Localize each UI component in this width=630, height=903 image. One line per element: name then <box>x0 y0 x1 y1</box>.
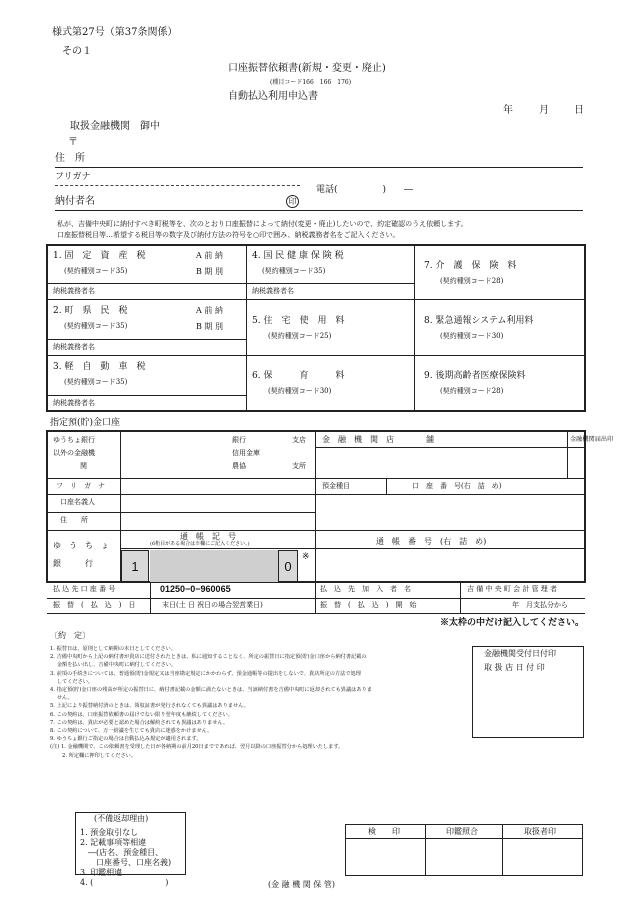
form-sono: その１ <box>62 46 92 57</box>
terms-item: 9. ゆうちょ銀行ご指定の場合は自動払込み規定が適用されます。 <box>50 736 202 743</box>
receipt-stamp-box <box>472 646 584 738</box>
terms-item: 3. 前項の手続きについては、普通預(貯)金規定又は当座勘定規定にかかわらず、預金通帳等の提出をしないで、貴店所定の方法で処理 <box>50 670 361 677</box>
tax2-option-a[interactable]: A 前 納 <box>196 306 223 315</box>
account-title: 指定預(貯)金口座 <box>50 418 121 428</box>
terms-item: (注) 1. 金融機関で、この依頼書を受理した日が各納期の前月20日までであれば、翌月以降の口座振替分から処理いたします。 <box>50 744 344 751</box>
date-month: 月 <box>539 105 549 116</box>
terms-list <box>50 645 372 760</box>
seal-mark: 印 <box>286 195 299 208</box>
form-subtitle: 自動払込利用申込書 <box>228 91 318 102</box>
terms-item: 6. この契約は、口座振替依頼書の届けでない限り翌年度も継続してください。 <box>50 711 233 718</box>
passbook-digit-0: 0 <box>278 550 298 582</box>
tax3-name[interactable]: 3. 軽 自 動 車 税 <box>53 362 146 372</box>
rejection-item: 1. 預金取引なし <box>80 828 139 837</box>
date-year: 年 <box>503 105 513 116</box>
rejection-item: 4. ( ) <box>80 878 169 887</box>
terms-item: 1. 振替日は、原則として納期の末日としてください。 <box>50 646 176 652</box>
holder-label: 口座名義人 <box>60 498 95 506</box>
date-day: 日 <box>574 105 584 116</box>
tax3-payer[interactable]: 納税義務者名 <box>53 399 95 407</box>
form-number: 様式第27号（第37条関係） <box>52 27 178 38</box>
rejection-item: 2. 記載事項等相違 <box>80 838 147 847</box>
form-title: 口座振替依頼書(新規・変更・廃止) <box>228 63 386 74</box>
terms-item: 2. 所定欄に押印してください。 <box>50 752 137 759</box>
tel-label: 電話( ) ― <box>316 185 414 195</box>
tax7-name[interactable]: 7. 介 護 保 険 料 <box>424 261 517 271</box>
rejection-item: ―(店名、預金種目、 <box>80 848 164 857</box>
postal-mark: 〒 <box>68 137 78 148</box>
tax1-option-a[interactable]: A 前 納 <box>196 251 223 260</box>
terms-item: 4. 指定預(貯)金口座の残高が所定の振替日に、納付書記載の金額に満たないときは、当該納付書を吉備中央町に返却されても異議はありま <box>50 687 372 694</box>
type-codes: (種目コード166 166 176) <box>270 79 352 86</box>
tax6-name[interactable]: 6. 保 育 料 <box>252 371 345 381</box>
tax2-option-b[interactable]: B 期 別 <box>196 322 223 331</box>
tax4-name[interactable]: 4. 国 民 健 康 保 険 税 <box>252 251 344 261</box>
rejection-item: 口座番号、口座名義) <box>80 858 172 867</box>
terms-item: 8. この契約について、万一紛議を生じても貴店に迷惑をかけません。 <box>50 728 213 735</box>
address-label: 住 所 <box>55 153 85 164</box>
terms-item: 7. この契約は、貴店が必要と認めた場合は解約されても異議はありません。 <box>50 719 229 726</box>
addressee: 取扱金融機関 御中 <box>70 121 160 132</box>
intro-line1: 私が、吉備中央町に納付すべき町税等を、次のとおり口座振替によって納付(変更・廃止)したいので、約定確認のうえ依頼します。 <box>57 220 468 228</box>
terms-title: 〔約 定〕 <box>50 631 90 640</box>
intro-line2: 口座振替税目等…希望する税目等の数字及び納付方法の符号を○印で囲み、納税義務者名をご記入ください。 <box>57 231 400 239</box>
terms-item: 5. 上記により振替納付済のときは、領収証書が発行されなくても異議はありません。 <box>50 703 249 710</box>
tax5-name[interactable]: 5. 住 宅 使 用 料 <box>252 316 345 326</box>
tax8-name[interactable]: 8. 緊急通報システム利用料 <box>424 316 534 326</box>
tax4-payer[interactable]: 納税義務者名 <box>252 287 294 295</box>
fi-stamp-label: 金融機関届出印 <box>570 436 614 443</box>
tax1-option-b[interactable]: B 期 別 <box>196 267 223 276</box>
tax9-name[interactable]: 9. 後期高齢者医療保険料 <box>424 371 526 381</box>
holder-address: 住 所 <box>60 516 88 524</box>
tax2-name[interactable]: 2. 町 県 民 税 <box>53 306 128 316</box>
tax1-payer[interactable]: 納税義務者名 <box>53 287 95 295</box>
terms-item: 金額を払い出し、吉備中央町に納付してください。 <box>50 662 177 669</box>
remit-account-number: 01250−0−960065 <box>160 584 231 594</box>
footer-keep: (金 融 機 関 保 管) <box>268 880 335 889</box>
fi-header: 金 融 機 関 店 舗 <box>322 435 434 444</box>
terms-item: せん。 <box>50 695 73 702</box>
tax1-name[interactable]: 1. 固 定 資 産 税 <box>53 251 146 261</box>
terms-item: してください。 <box>50 678 94 685</box>
bold-frame-note: ※太枠の中だけ記入してください。 <box>440 617 585 627</box>
furigana-label: フリガナ <box>55 172 91 182</box>
tax2-payer[interactable]: 納税義務者名 <box>53 343 95 351</box>
terms-item: 2. 吉備中央町から上記の納付書が貴店に送付されたときは、私に通知することなく、所定の振替日に指定預(貯)金口座から納付書記載の <box>50 654 367 661</box>
passbook-digit-1: 1 <box>121 550 149 582</box>
rejection-item: 3. 印鑑相違 <box>80 868 123 877</box>
payer-name-label: 納付者名 <box>55 196 95 207</box>
